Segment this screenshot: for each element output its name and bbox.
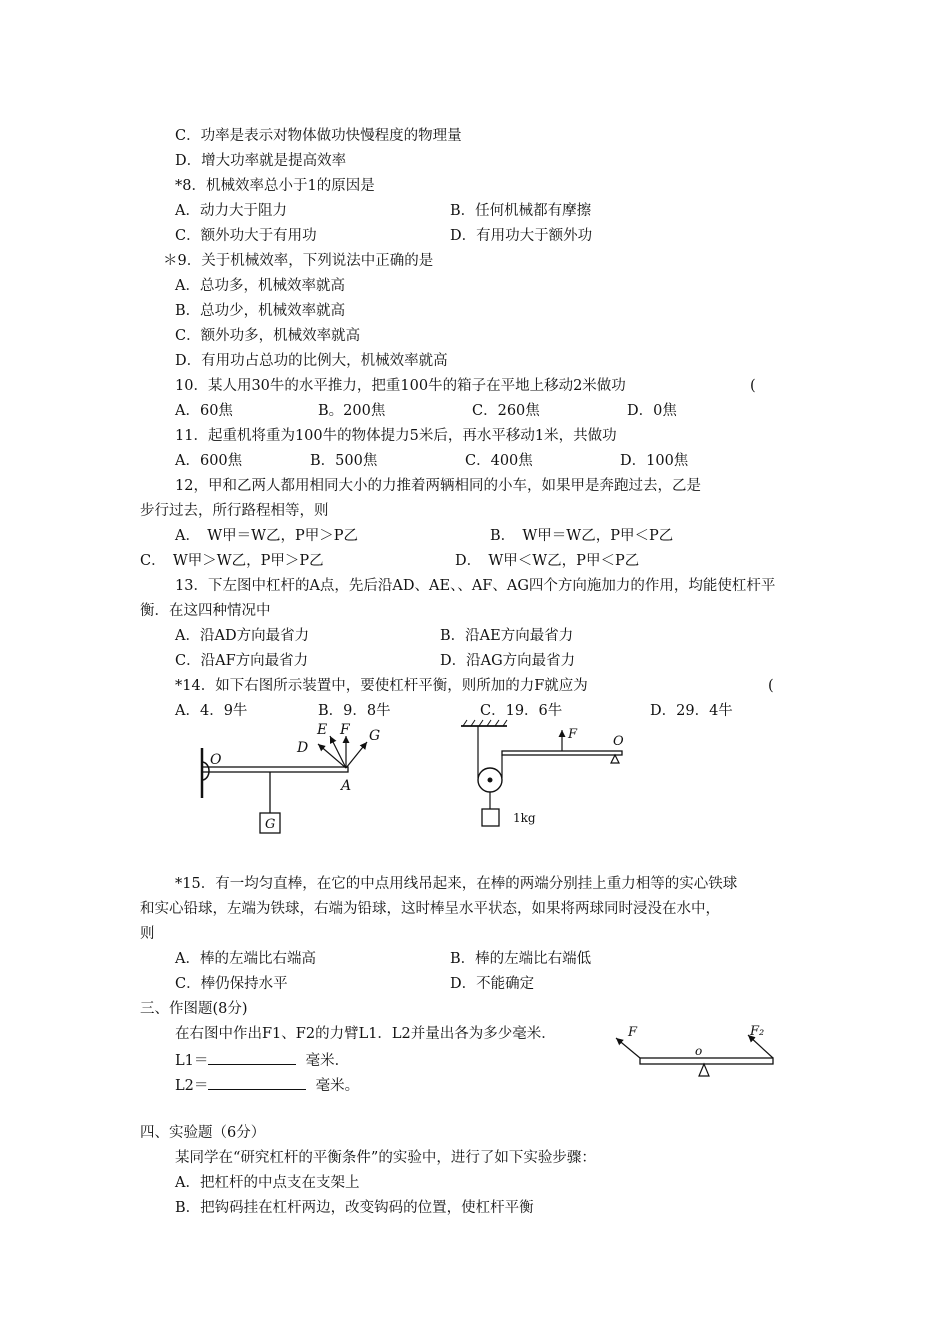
force-arrow-e — [330, 736, 346, 768]
label-o: O — [210, 752, 222, 768]
q12-option-b: B． W甲＝W乙，P甲＜P乙 — [490, 528, 674, 544]
force-arrow-f1 — [616, 1038, 640, 1058]
question-10: 10．某人用30牛的水平推力，把重100牛的箱子在平地上移动2米做功 — [175, 378, 626, 394]
q9-option-c: C．额外功多，机械效率就高 — [175, 328, 361, 344]
q9-option-d: D．有用功占总功的比例大，机械效率就高 — [175, 353, 448, 369]
pulley-figure-right — [455, 718, 655, 833]
l1-blank[interactable] — [208, 1049, 296, 1065]
option-d-q7: D．增大功率就是提高效率 — [175, 153, 347, 169]
label-e: E — [317, 722, 328, 738]
label-f: F — [568, 727, 578, 742]
section-4-heading: 四、实验题（6分） — [140, 1125, 266, 1141]
q10-option-c: C．260焦 — [472, 403, 540, 419]
ceiling-hatch — [463, 720, 507, 726]
q11-option-a: A．600焦 — [175, 453, 243, 469]
l2-label: L2＝ — [175, 1078, 209, 1094]
beam — [640, 1058, 773, 1064]
mass-box — [482, 809, 499, 826]
question-13-cont: 衡．在这四种情况中 — [140, 603, 271, 619]
force-arrow-g — [346, 742, 367, 768]
q15-option-a: A．棒的左端比右端高 — [175, 951, 316, 967]
label-o: O — [613, 734, 624, 749]
lever-figure-left — [190, 718, 390, 838]
question-11: 11．起重机将重为100牛的物体提力5米后，再水平移动1米，共做功 — [175, 428, 617, 444]
question-15-cont1: 和实心铅球，左端为铁球，右端为铅球，这时棒呈水平状态，如果将两球同时浸没在水中， — [140, 901, 720, 917]
section-3-prompt: 在右图中作出F1、F2的力臂L1．L2并量出各为多少毫米． — [175, 1026, 556, 1042]
l2-blank[interactable] — [208, 1074, 306, 1090]
question-8: *8．机械效率总小于1的原因是 — [175, 178, 375, 194]
q8-option-c: C．额外功大于有用功 — [175, 228, 317, 244]
label-f2: F₂ — [750, 1024, 765, 1039]
weight-label: G — [265, 817, 276, 832]
mass-label: 1kg — [513, 811, 536, 825]
q10-option-b: B。200焦 — [318, 403, 386, 419]
q12-option-c: C． W甲＞W乙，P甲＞P乙 — [140, 553, 324, 569]
q13-option-c: C．沿AF方向最省力 — [175, 653, 309, 669]
pulley-axle — [488, 778, 493, 783]
label-g: G — [369, 728, 381, 744]
q12-option-a: A． W甲＝W乙，P甲＞P乙 — [175, 528, 359, 544]
step-b: B．把钩码挂在杠杆两边，改变钩码的位置，使杠杆平衡 — [175, 1200, 534, 1216]
q9-option-b: B．总功少，机械效率就高 — [175, 303, 346, 319]
q10-paren: ( — [750, 378, 756, 394]
section-4-intro: 某同学在“研究杠杆的平衡条件”的实验中，进行了如下实验步骤： — [175, 1150, 596, 1166]
q13-option-b: B．沿AE方向最省力 — [440, 628, 574, 644]
q8-option-b: B．任何机械都有摩擦 — [450, 203, 592, 219]
lever-bar — [202, 767, 348, 772]
q14-option-c: C．19．6牛 — [480, 703, 563, 719]
question-12-cont: 步行过去，所行路程相等，则 — [140, 503, 329, 519]
label-a: A — [341, 778, 352, 794]
question-9: ＊9．关于机械效率，下列说法中正确的是 — [163, 253, 434, 269]
q14-option-b: B．9．8牛 — [318, 703, 391, 719]
q15-option-c: C．棒仍保持水平 — [175, 976, 288, 992]
q14-option-d: D．29．4牛 — [650, 703, 733, 719]
question-15: *15．有一均匀直棒，在它的中点用线吊起来，在棒的两端分别挂上重力相等的实心铁球 — [175, 876, 738, 892]
q12-option-d: D． W甲＜W乙，P甲＜P乙 — [455, 553, 640, 569]
q11-option-d: D．100焦 — [620, 453, 689, 469]
l2-unit: 毫米。 — [315, 1078, 360, 1094]
l1-unit: 毫米． — [305, 1053, 350, 1069]
l2-answer-line — [175, 1074, 359, 1096]
l1-answer-line — [175, 1049, 349, 1071]
question-15-cont2: 则 — [140, 926, 155, 942]
q10-option-d: D．0焦 — [627, 403, 677, 419]
label-f: F — [340, 722, 350, 738]
label-o: o — [695, 1044, 703, 1058]
force-arm-figure — [600, 1018, 790, 1088]
question-12: 12，甲和乙两人都用相同大小的力推着两辆相同的小车，如果甲是奔跑过去，乙是 — [175, 478, 701, 494]
step-a: A．把杠杆的中点支在支架上 — [175, 1175, 360, 1191]
lever-bar — [502, 751, 622, 755]
q11-option-b: B．500焦 — [310, 453, 378, 469]
q8-option-d: D．有用功大于额外功 — [450, 228, 593, 244]
option-c-q7: C．功率是表示对物体做功快慢程度的物理量 — [175, 128, 462, 144]
q13-option-a: A．沿AD方向最省力 — [175, 628, 310, 644]
q15-option-b: B．棒的左端比右端低 — [450, 951, 592, 967]
l1-label: L1＝ — [175, 1053, 209, 1069]
q9-option-a: A．总功多，机械效率就高 — [175, 278, 345, 294]
label-f1: F — [628, 1025, 638, 1040]
section-3-heading: 三、作图题(8分) — [140, 1001, 248, 1017]
q14-paren: ( — [768, 678, 774, 694]
question-14: *14．如下右图所示装置中，要使杠杆平衡，则所加的力F就应为 — [175, 678, 588, 694]
q8-option-a: A．动力大于阻力 — [175, 203, 287, 219]
q13-option-d: D．沿AG方向最省力 — [440, 653, 576, 669]
q10-option-a: A．60焦 — [175, 403, 233, 419]
force-arrow-d — [318, 744, 346, 768]
q14-option-a: A．4．9牛 — [175, 703, 248, 719]
question-13: 13．下左图中杠杆的A点，先后沿AD、AE、、AF、AG四个方向施加力的作用，均能使杠杆平 — [175, 578, 776, 594]
fulcrum-triangle — [699, 1064, 709, 1076]
pivot-triangle — [611, 755, 619, 763]
label-d: D — [297, 740, 309, 756]
q11-option-c: C．400焦 — [465, 453, 533, 469]
q15-option-d: D．不能确定 — [450, 976, 535, 992]
